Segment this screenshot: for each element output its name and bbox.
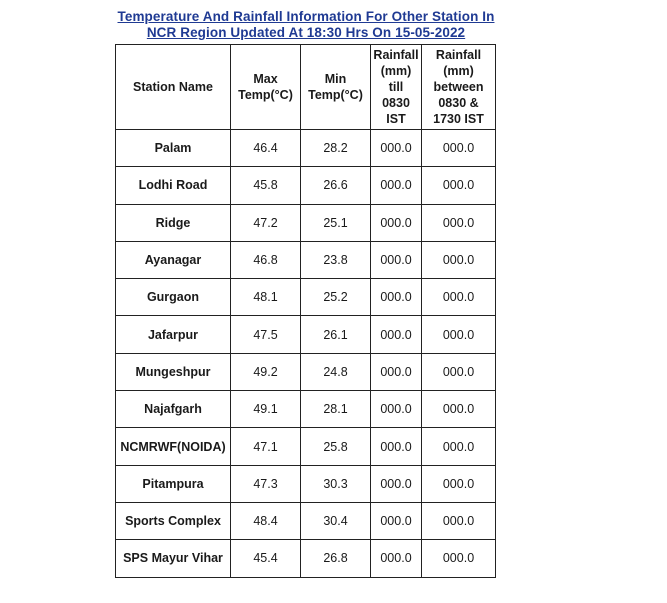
min-temp: 26.8: [301, 540, 371, 577]
rainfall-till: 000.0: [371, 465, 422, 502]
station-name: SPS Mayur Vihar: [116, 540, 231, 577]
table-row: [116, 465, 496, 502]
rainfall-between: 000.0: [422, 502, 496, 539]
table-row: [116, 353, 496, 390]
rainfall-between: 000.0: [422, 316, 496, 353]
max-temp: 45.4: [231, 540, 301, 577]
max-temp: 47.2: [231, 204, 301, 241]
station-name: Pitampura: [116, 465, 231, 502]
table-row: [116, 167, 496, 204]
min-temp: 26.6: [301, 167, 371, 204]
title-line-2: NCR Region Updated At 18:30 Hrs On 15-05-2022: [146, 25, 466, 40]
station-name: Jafarpur: [116, 316, 231, 353]
rainfall-between: 000.0: [422, 353, 496, 390]
rainfall-between: 000.0: [422, 279, 496, 316]
table-header-row: [116, 45, 496, 130]
min-temp: 30.3: [301, 465, 371, 502]
rainfall-between: 000.0: [422, 428, 496, 465]
rainfall-till: 000.0: [371, 241, 422, 278]
rainfall-between: 000.0: [422, 167, 496, 204]
header-station-name: Station Name: [116, 45, 231, 130]
rainfall-between: 000.0: [422, 241, 496, 278]
min-temp: 25.1: [301, 204, 371, 241]
rainfall-till: 000.0: [371, 130, 422, 167]
max-temp: 47.5: [231, 316, 301, 353]
min-temp: 26.1: [301, 316, 371, 353]
header-min-temp: Min Temp(°C): [301, 45, 371, 130]
table-row: [116, 279, 496, 316]
min-temp: 23.8: [301, 241, 371, 278]
rainfall-between: 000.0: [422, 465, 496, 502]
header-rainfall-between: Rainfall (mm) between 0830 & 1730 IST: [422, 45, 496, 130]
table-row: [116, 130, 496, 167]
rainfall-till: 000.0: [371, 167, 422, 204]
rainfall-till: 000.0: [371, 391, 422, 428]
header-max-temp: Max Temp(°C): [231, 45, 301, 130]
station-name: Lodhi Road: [116, 167, 231, 204]
station-name: NCMRWF(NOIDA): [116, 428, 231, 465]
table-row: [116, 502, 496, 539]
min-temp: 28.1: [301, 391, 371, 428]
max-temp: 46.8: [231, 241, 301, 278]
min-temp: 28.2: [301, 130, 371, 167]
max-temp: 45.8: [231, 167, 301, 204]
table-row: [116, 540, 496, 577]
max-temp: 49.2: [231, 353, 301, 390]
station-name: Palam: [116, 130, 231, 167]
table-row: [116, 316, 496, 353]
min-temp: 25.8: [301, 428, 371, 465]
station-name: Ridge: [116, 204, 231, 241]
max-temp: 48.4: [231, 502, 301, 539]
station-name: Sports Complex: [116, 502, 231, 539]
rainfall-till: 000.0: [371, 502, 422, 539]
table-row: [116, 241, 496, 278]
station-name: Mungeshpur: [116, 353, 231, 390]
max-temp: 46.4: [231, 130, 301, 167]
min-temp: 24.8: [301, 353, 371, 390]
station-name: Gurgaon: [116, 279, 231, 316]
title-line-1: Temperature And Rainfall Information For Other Station In: [117, 9, 495, 24]
min-temp: 25.2: [301, 279, 371, 316]
rainfall-between: 000.0: [422, 391, 496, 428]
document-title: [110, 9, 502, 41]
table-row: [116, 204, 496, 241]
header-rainfall-till-0830: Rainfall (mm) till 0830 IST: [371, 45, 422, 130]
rainfall-till: 000.0: [371, 204, 422, 241]
station-name: Ayanagar: [116, 241, 231, 278]
rainfall-between: 000.0: [422, 130, 496, 167]
max-temp: 48.1: [231, 279, 301, 316]
max-temp: 47.3: [231, 465, 301, 502]
rainfall-between: 000.0: [422, 204, 496, 241]
max-temp: 47.1: [231, 428, 301, 465]
min-temp: 30.4: [301, 502, 371, 539]
rainfall-till: 000.0: [371, 316, 422, 353]
table-row: [116, 428, 496, 465]
table-row: [116, 391, 496, 428]
rainfall-till: 000.0: [371, 428, 422, 465]
max-temp: 49.1: [231, 391, 301, 428]
rainfall-till: 000.0: [371, 279, 422, 316]
rainfall-till: 000.0: [371, 540, 422, 577]
rainfall-till: 000.0: [371, 353, 422, 390]
rainfall-between: 000.0: [422, 540, 496, 577]
weather-table: [115, 44, 496, 578]
station-name: Najafgarh: [116, 391, 231, 428]
